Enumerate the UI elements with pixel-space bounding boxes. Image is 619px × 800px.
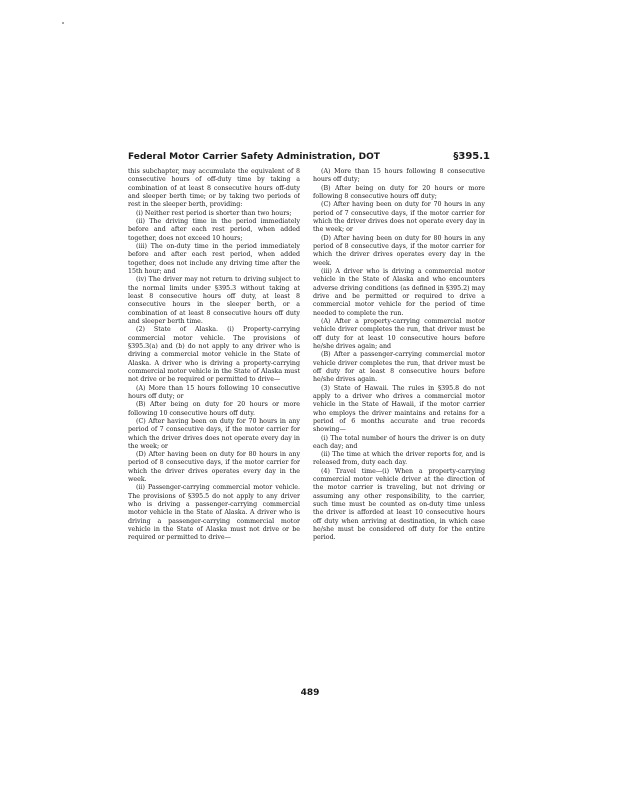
paragraph: (ii) The driving time in the period immediately before and after each rest period, when added together, does not exceed 10 hours; (128, 217, 300, 242)
paragraph: (ii) Passenger-carrying commercial motor vehicle. The provisions of §395.5 do not apply to any driver who is driving a passenger-carrying commercial motor vehicle in the State of Alaska. A driver who is driving a passenger-carrying commercial motor vehicle in the State of Alaska must not drive or be required or permitted to drive— (128, 484, 300, 542)
paragraph: (iii) A driver who is driving a commercial motor vehicle in the State of Alaska and who encounters adverse driving conditions (as defined in §395.2) may drive and be permitted or required to drive a commercial motor vehicle for the period of time needed to complete the run. (313, 267, 485, 317)
header-section: §395.1 (453, 151, 490, 162)
paragraph: (C) After having been on duty for 70 hours in any period of 7 consecutive days, if the motor carrier for which the driver drives does not operate every day in the week; or (313, 201, 485, 234)
paragraph: (B) After a passenger-carrying commercial motor vehicle driver completes the run, that driver must be off duty for at least 8 consecutive hours before he/she drives again. (313, 351, 485, 384)
paragraph: (i) Neither rest period is shorter than two hours; (136, 209, 292, 217)
paragraph: this subchapter, may accumulate the equivalent of 8 consecutive hours of off-duty time by taking a combination of at least 8 consecutive hours off-duty and sleeper berth time; or by taking two periods of rest in the sleeper berth, providing: (128, 168, 300, 209)
paragraph: (D) After having been on duty for 80 hours in any period of 8 consecutive days, if the motor carrier for which the driver drives operates every day in the week. (313, 234, 485, 267)
scan-speck (62, 22, 64, 24)
page-number: 489 (300, 688, 320, 698)
paragraph: (i) The total number of hours the driver is on duty each day; and (313, 434, 485, 450)
paragraph: (A) After a property-carrying commercial motor vehicle driver completes the run, that driver must be off duty for at least 10 consecutive hours before he/she drives again; and (313, 317, 485, 350)
running-header (128, 151, 490, 165)
paragraph: (iv) The driver may not return to driving subject to the normal limits under §395.3 without taking at least 8 consecutive hours off duty, at least 8 consecutive hours in the sleeper berth, or a combination of at least 8 consecutive hours off duty and sleeper berth time. (128, 276, 300, 325)
left-column (128, 168, 300, 676)
paragraph: (ii) The time at which the driver reports for, and is released from, duty each day. (313, 451, 485, 467)
right-column (313, 168, 485, 676)
paragraph: (3) State of Hawaii. The rules in §395.8 do not apply to a driver who drives a commercial motor vehicle in the State of Hawaii, if the motor carrier who employs the driver maintains and retains for a period of 6 months accurate and true records showing— (313, 384, 485, 434)
paragraph: (D) After having been on duty for 80 hours in any period of 8 consecutive days, if the motor carrier for which the driver drives operates every day in the week. (128, 451, 300, 484)
paragraph: (B) After being on duty for 20 hours or more following 8 consecutive hours off duty; (313, 184, 485, 200)
paragraph: (A) More than 15 hours following 10 consecutive hours off duty; or (128, 384, 300, 400)
paragraph: (B) After being on duty for 20 hours or more following 10 consecutive hours off duty. (128, 401, 300, 417)
header-title: Federal Motor Carrier Safety Administration, DOT (128, 152, 380, 162)
paragraph: (4) Travel time—(i) When a property-carrying commercial motor vehicle driver at the direction of the motor carrier is traveling, but not driving or assuming any other responsibility, to the carrier, such time must be counted as on-duty time unless the driver is afforded at least 10 consecutive hours off duty when arriving at destination, in which case he/she must be considered off duty for the entire period. (313, 467, 485, 542)
paragraph: (iii) The on-duty time in the period immediately before and after each rest period, when added together, does not include any driving time after the 15th hour; and (128, 242, 300, 275)
paragraph: (A) More than 15 hours following 8 consecutive hours off duty; (313, 168, 485, 184)
paragraph: (C) After having been on duty for 70 hours in any period of 7 consecutive days, if the motor carrier for which the driver drives does not operate every day in the week; or (128, 417, 300, 450)
paragraph: (2) State of Alaska. (i) Property-carrying commercial motor vehicle. The provisions of §395.3(a) and (b) do not apply to any driver who is driving a commercial motor vehicle in the State of Alaska. A driver who is driving a property-carrying commercial motor vehicle in the State of Alaska must not drive or be required or permitted to drive— (128, 326, 300, 384)
